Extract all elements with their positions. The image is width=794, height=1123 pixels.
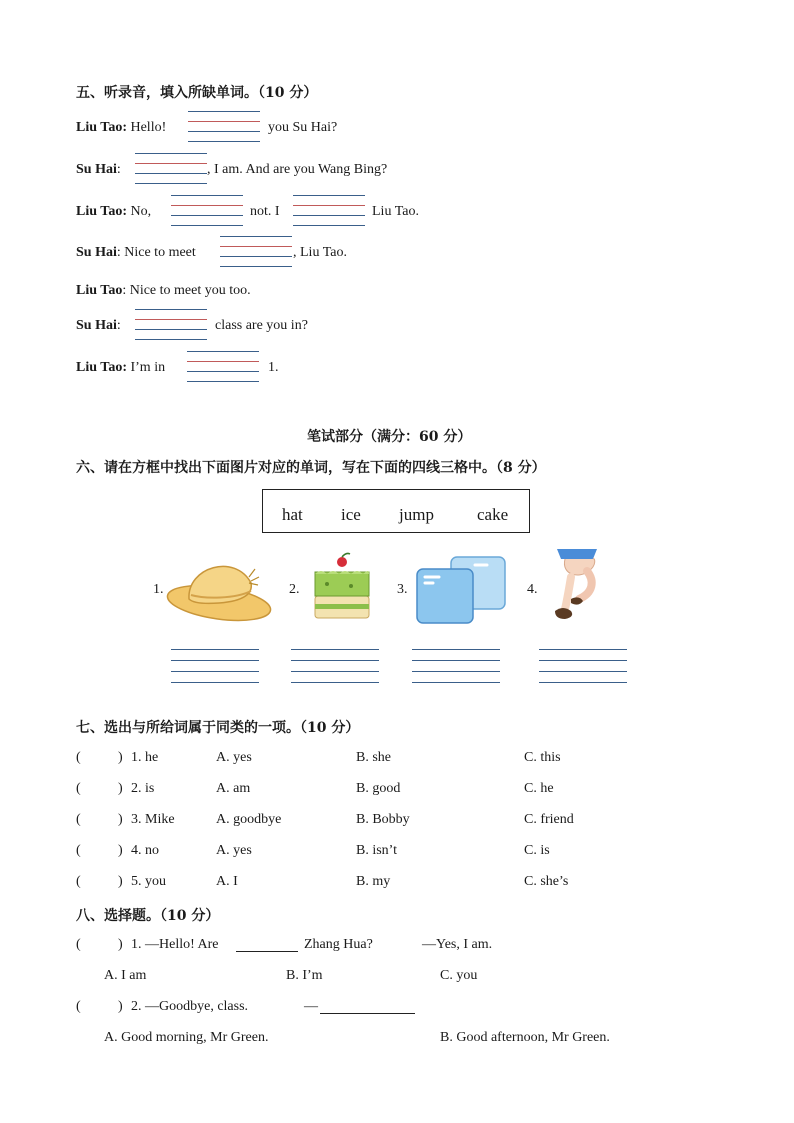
speaker: Su Hai (76, 318, 117, 333)
picture-answer-grid-2[interactable] (291, 649, 379, 683)
answer-grid-3[interactable] (171, 195, 243, 227)
dialog-line-5 (76, 283, 251, 299)
question-text: 2. —Goodbye, class. (131, 999, 249, 1014)
option-a: A. am (216, 781, 251, 796)
answer-grid-2[interactable] (135, 153, 207, 185)
ice-image (413, 555, 509, 625)
question-word: 5. you (131, 874, 166, 889)
option-b: B. my (356, 874, 391, 889)
dialog-text: No, (130, 204, 152, 219)
dialog-text: Nice to meet (124, 245, 196, 260)
word-ice: ice (341, 505, 361, 524)
option-c: C. is (524, 843, 550, 858)
option-b: B. isn’t (356, 843, 397, 858)
option-c: C. she’s (524, 874, 569, 889)
dialog-text: Hello! (130, 120, 167, 135)
dialog-text: Nice to meet you too. (129, 283, 251, 298)
option-c: C. you (440, 968, 478, 983)
question-word: 3. Mike (131, 812, 175, 827)
reply-text: — (304, 999, 318, 1014)
answer-paren-open[interactable]: ( (76, 781, 81, 796)
word-jump: jump (399, 505, 434, 524)
dialog-line-2 (76, 162, 121, 178)
speaker: Su Hai (76, 162, 117, 177)
option-a: A. Good morning, Mr Green. (104, 1030, 269, 1045)
dialog-text: 1. (268, 360, 279, 375)
option-b: B. good (356, 781, 401, 796)
question-word: 1. he (131, 750, 159, 765)
word-box (262, 489, 530, 533)
dialog-text: , Liu Tao. (293, 245, 347, 260)
answer-paren-close: ) (118, 781, 123, 796)
jump-image (549, 549, 605, 627)
answer-paren-open[interactable]: ( (76, 937, 81, 952)
question-text: Zhang Hua? (304, 937, 373, 952)
picture-answer-grid-3[interactable] (412, 649, 500, 683)
option-a: A. I am (104, 968, 147, 983)
option-a: A. I (216, 874, 238, 889)
answer-paren-close: ) (118, 999, 123, 1014)
question-word: 4. no (131, 843, 159, 858)
dialog-line-4 (76, 245, 196, 261)
dialog-line-7 (76, 360, 165, 376)
dialog-text: not. I (250, 204, 280, 219)
option-b: B. I’m (286, 968, 323, 983)
word-hat: hat (282, 505, 303, 524)
picture-answer-grid-4[interactable] (539, 649, 627, 683)
answer-paren-open[interactable]: ( (76, 843, 81, 858)
section7-title: 七、选出与所给词属于同类的一项。（10 分） (76, 720, 360, 736)
option-c: C. friend (524, 812, 574, 827)
cake-image (309, 552, 375, 624)
hat-image (165, 553, 273, 625)
fill-blank[interactable] (236, 937, 298, 952)
picture-number-4: 4. (527, 582, 538, 597)
picture-number-1: 1. (153, 582, 164, 597)
dialog-text: , I am. And are you Wang Bing? (207, 162, 388, 177)
answer-paren-open[interactable]: ( (76, 999, 81, 1014)
speaker: Su Hai (76, 245, 117, 260)
picture-number-2: 2. (289, 582, 300, 597)
section8-title: 八、选择题。（10 分） (76, 908, 220, 924)
dialog-text: Liu Tao. (372, 204, 419, 219)
speaker: Liu Tao: (76, 204, 127, 219)
dialog-line-1 (76, 120, 166, 136)
answer-paren-close: ) (118, 843, 123, 858)
question-text: 1. —Hello! Are (131, 937, 219, 952)
written-part-header: 笔试部分（满分：60 分） (307, 429, 472, 445)
answer-paren-close: ) (118, 937, 123, 952)
speaker: Liu Tao: (76, 120, 127, 135)
dialog-line-6 (76, 318, 121, 334)
dialog-text: I’m in (130, 360, 166, 375)
section5-title: 五、听录音，填入所缺单词。（10 分） (76, 85, 318, 101)
answer-paren-close: ) (118, 874, 123, 889)
speaker: Liu Tao (76, 283, 123, 298)
answer-paren-open[interactable]: ( (76, 750, 81, 765)
fill-blank[interactable] (320, 999, 415, 1014)
option-b: B. Good afternoon, Mr Green. (440, 1030, 610, 1045)
answer-grid-5[interactable] (220, 236, 292, 268)
dialog-line-3 (76, 204, 151, 220)
answer-grid-7[interactable] (187, 351, 259, 383)
answer-grid-4[interactable] (293, 195, 365, 227)
option-b: B. she (356, 750, 391, 765)
answer-paren-close: ) (118, 812, 123, 827)
colon: : (116, 162, 121, 177)
option-c: C. he (524, 781, 554, 796)
option-a: A. yes (216, 750, 252, 765)
answer-grid-1[interactable] (188, 111, 260, 143)
option-a: A. goodbye (216, 812, 282, 827)
colon: : (116, 318, 121, 333)
dialog-text: class are you in? (215, 318, 308, 333)
dialog-text: you Su Hai? (268, 120, 338, 135)
colon: : (122, 283, 127, 298)
word-cake: cake (477, 505, 509, 524)
option-c: C. this (524, 750, 561, 765)
option-b: B. Bobby (356, 812, 410, 827)
option-a: A. yes (216, 843, 252, 858)
answer-grid-6[interactable] (135, 309, 207, 341)
answer-paren-open[interactable]: ( (76, 812, 81, 827)
answer-paren-open[interactable]: ( (76, 874, 81, 889)
picture-answer-grid-1[interactable] (171, 649, 259, 683)
colon: : (116, 245, 121, 260)
reply-text: —Yes, I am. (422, 937, 493, 952)
question-word: 2. is (131, 781, 155, 796)
section6-title: 六、请在方框中找出下面图片对应的单词，写在下面的四线三格中。（8 分） (76, 460, 546, 476)
answer-paren-close: ) (118, 750, 123, 765)
speaker: Liu Tao: (76, 360, 127, 375)
picture-number-3: 3. (397, 582, 408, 597)
